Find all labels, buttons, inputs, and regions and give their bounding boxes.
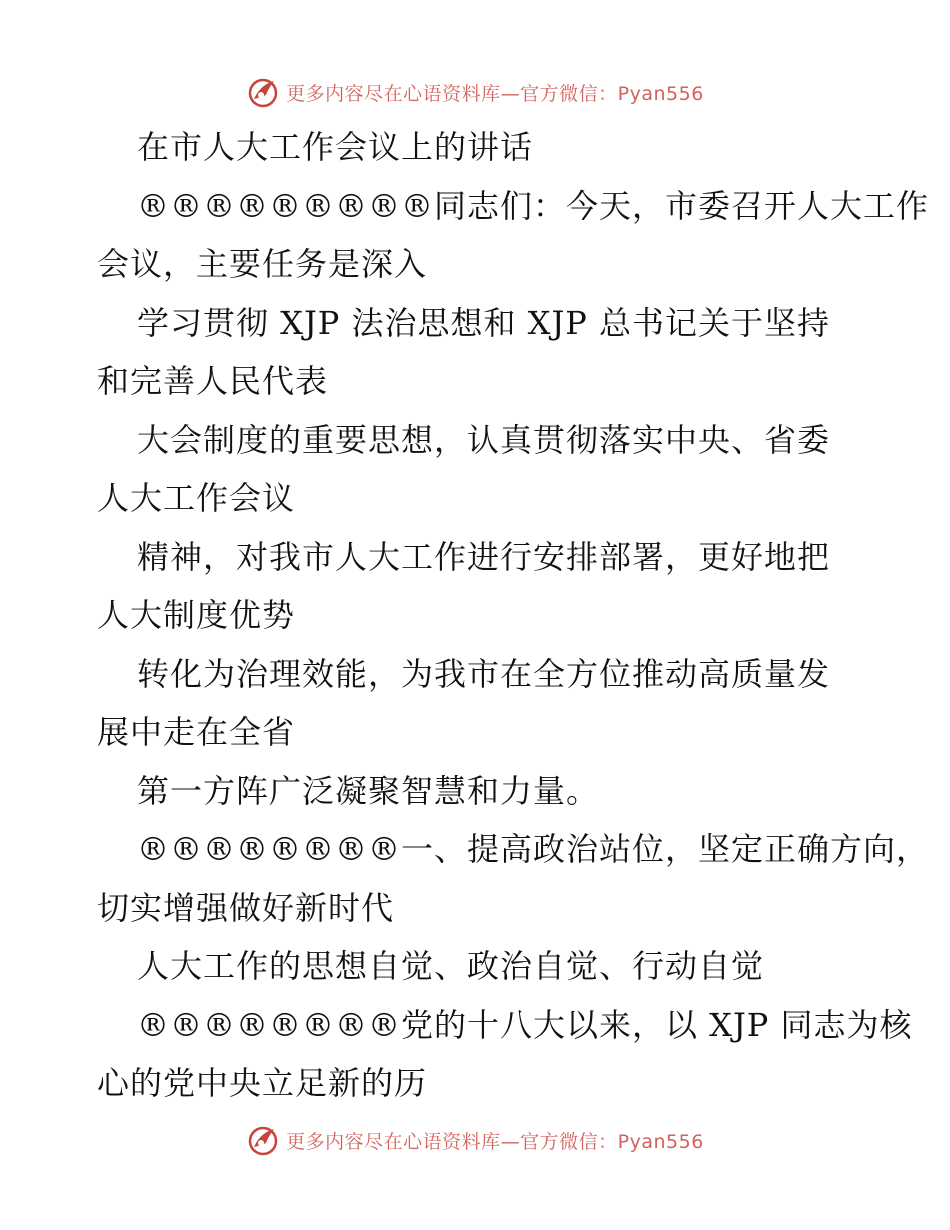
text-line: ®®®®®®®®党的十八大以来，以 XJP 同志为核 xyxy=(137,1005,913,1044)
text-line: 第一方阵广泛凝聚智慧和力量。 xyxy=(137,771,600,810)
text-line: 在市人大工作会议上的讲话 xyxy=(137,128,534,166)
text-line: 转化为治理效能，为我市在全方位推动高质量发 xyxy=(137,654,831,693)
text-line: 心的党中央立足新的历 xyxy=(97,1064,428,1102)
banner-text: 更多内容尽在心语资料库—官方微信：Pyan556 xyxy=(286,1130,704,1153)
footer-banner xyxy=(0,1120,950,1160)
text-line: 人大工作的思想自觉、政治自觉、行动自觉 xyxy=(137,947,765,985)
logo-icon xyxy=(246,1123,280,1157)
logo-icon xyxy=(246,75,280,109)
text-line: 学习贯彻 XJP 法治思想和 XJP 总书记关于坚持 xyxy=(137,303,830,342)
text-line: ®®®®®®®®一、提高政治站位，坚定正确方向， xyxy=(137,830,930,868)
text-line: 切实增强做好新时代 xyxy=(97,888,395,927)
text-line: 展中走在全省 xyxy=(97,713,296,751)
banner-text: 更多内容尽在心语资料库—官方微信：Pyan556 xyxy=(286,82,704,105)
header-banner xyxy=(0,72,950,112)
text-line: ®®®®®®®®®同志们：今天，市委召开人大工作 xyxy=(137,186,930,225)
text-line: 人大工作会议 xyxy=(97,479,296,517)
text-line: 大会制度的重要思想，认真贯彻落实中央、省委 xyxy=(137,420,831,459)
text-line: 和完善人民代表 xyxy=(97,362,329,400)
document-body xyxy=(97,118,930,1113)
text-line: 人大制度优势 xyxy=(97,596,296,634)
text-line: 精神，对我市人大工作进行安排部署，更好地把 xyxy=(137,537,831,576)
text-line: 会议，主要任务是深入 xyxy=(97,245,428,283)
